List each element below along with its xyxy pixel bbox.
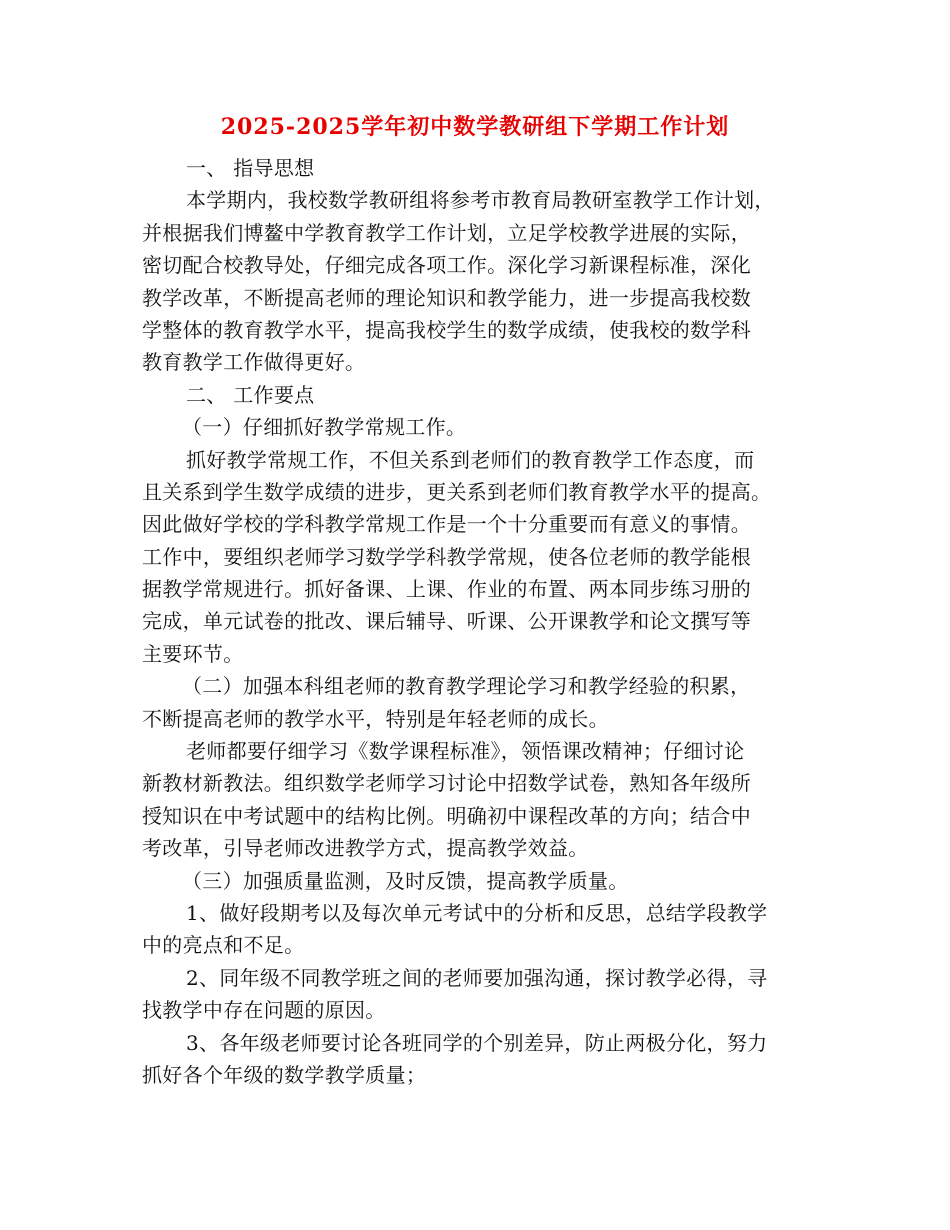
paragraph-line: 完成，单元试卷的批改、课后辅导、听课、公开课教学和论文撰写等 xyxy=(142,609,751,634)
subsection-heading-3: （三）加强质量监测，及时反馈，提高教学质量。 xyxy=(182,868,629,893)
paragraph-line: 教学改革，不断提高老师的理论知识和教学能力，进一步提高我校数 xyxy=(142,285,751,310)
paragraph-line: 老师都要仔细学习《数学课程标准》，领悟课改精神；仔细讨论 xyxy=(186,739,745,764)
subsection-heading-1: （一）仔细抓好教学常规工作。 xyxy=(182,415,467,440)
paragraph-line: 因此做好学校的学科教学常规工作是一个十分重要而有意义的事情。 xyxy=(142,512,751,537)
paragraph-line: 抓好教学常规工作，不但关系到老师们的教育教学工作态度，而 xyxy=(186,447,755,472)
paragraph-line: 密切配合校教导处，仔细完成各项工作。深化学习新课程标准，深化 xyxy=(142,253,751,278)
document-body xyxy=(142,152,810,1091)
paragraph-line: 并根据我们博鳌中学教育教学工作计划，立足学校教学进展的实际， xyxy=(142,220,751,245)
document-title: 2025-2025学年初中数学教研组下学期工作计划 xyxy=(220,114,730,140)
paragraph-line: 主要环节。 xyxy=(142,641,244,666)
paragraph-line: 教育教学工作做得更好。 xyxy=(142,350,366,375)
paragraph-line: 工作中，要组织老师学习数学学科教学常规，使各位老师的教学能根 xyxy=(142,544,751,569)
section-heading-2: 二、 工作要点 xyxy=(186,382,315,407)
section-heading-1: 一、 指导思想 xyxy=(186,156,315,180)
list-item-3-cont: 抓好各个年级的数学教学质量； xyxy=(142,1062,427,1087)
paragraph-line: 新教材新教法。组织数学老师学习讨论中招数学试卷，熟知各年级所 xyxy=(142,771,751,796)
subsection-heading-2: （二）加强本科组老师的教育教学理论学习和教学经验的积累， xyxy=(182,674,751,699)
paragraph-line: 据教学常规进行。抓好备课、上课、作业的布置、两本同步练习册的 xyxy=(142,577,751,602)
list-item-1-cont: 中的亮点和不足。 xyxy=(142,933,305,958)
paragraph-line: 且关系到学生数学成绩的进步，更关系到老师们教育教学水平的提高。 xyxy=(142,479,772,504)
list-item-2: 2、同年级不同教学班之间的老师要加强沟通，探讨教学必得，寻 xyxy=(186,965,768,990)
paragraph-line: 本学期内，我校数学教研组将参考市教育局教研室教学工作计划， xyxy=(186,188,775,213)
paragraph-line: 学整体的教育教学水平，提高我校学生的数学成绩，使我校的数学科 xyxy=(142,317,751,342)
paragraph-line: 不断提高老师的教学水平，特别是年轻老师的成长。 xyxy=(142,706,609,731)
paragraph-line: 考改革，引导老师改进教学方式，提高教学效益。 xyxy=(142,836,589,861)
list-item-1: 1、做好段期考以及每次单元考试中的分析和反思，总结学段教学 xyxy=(186,900,768,925)
list-item-2-cont: 找教学中存在问题的原因。 xyxy=(142,998,386,1023)
paragraph-line: 授知识在中考试题中的结构比例。明确初中课程改革的方向；结合中 xyxy=(142,803,751,828)
list-item-3: 3、各年级老师要讨论各班同学的个别差异，防止两极分化，努力 xyxy=(186,1030,768,1055)
